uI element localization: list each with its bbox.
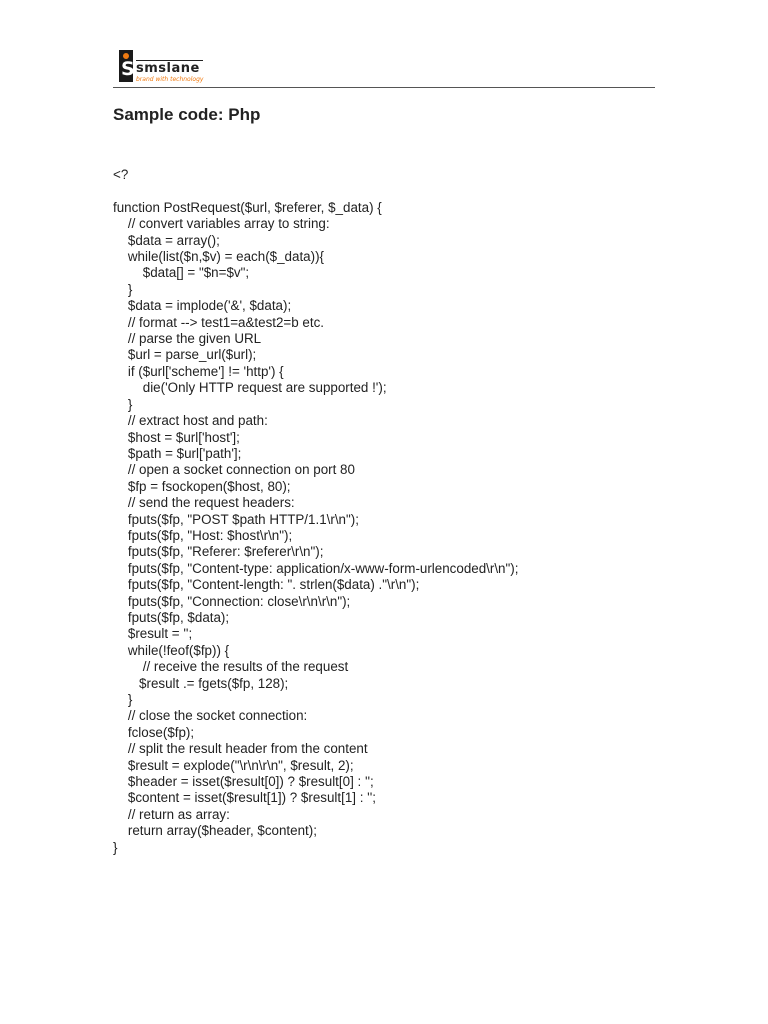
- code-line: $header = isset($result[0]) ? $result[0] : '';: [113, 774, 374, 790]
- logo-wordmark: smslane: [136, 60, 203, 76]
- code-line: // send the request headers:: [113, 495, 295, 511]
- code-line: if ($url['scheme'] != 'http') {: [113, 363, 284, 379]
- code-line: $result .= fgets($fp, 128);: [113, 675, 289, 691]
- code-line: fputs($fp, "Referer: $referer\r\n");: [113, 544, 324, 560]
- code-line: fputs($fp, $data);: [113, 609, 230, 625]
- code-line: }: [113, 396, 133, 412]
- code-line: $url = parse_url($url);: [113, 347, 257, 363]
- code-line: }: [113, 281, 133, 297]
- code-line: while(list($n,$v) = each($_data)){: [113, 249, 325, 265]
- code-line: while(!feof($fp)) {: [113, 642, 230, 658]
- code-line: // return as array:: [113, 806, 230, 822]
- logo-tagline: brand with technology: [136, 76, 204, 83]
- code-line: // open a socket connection on port 80: [113, 462, 355, 478]
- code-line: $result = explode("\r\n\r\n", $result, 2);: [113, 757, 354, 773]
- code-line: fputs($fp, "Content-length: ". strlen($data) ."\r\n");: [113, 577, 420, 593]
- smslane-logo: [119, 50, 203, 84]
- code-line: $data = array();: [113, 232, 220, 248]
- page-header: [113, 45, 655, 88]
- code-line: $host = $url['host'];: [113, 429, 240, 445]
- code-line: fclose($fp);: [113, 724, 195, 740]
- code-line: }: [113, 839, 118, 855]
- code-line: return array($header, $content);: [113, 823, 317, 839]
- code-line: $path = $url['path'];: [113, 445, 242, 461]
- code-block: [113, 167, 653, 856]
- code-line: // format --> test1=a&test2=b etc.: [113, 314, 325, 330]
- code-line: // receive the results of the request: [113, 659, 349, 675]
- code-line: $data[] = "$n=$v";: [113, 265, 250, 281]
- page-title: Sample code: Php: [113, 105, 261, 124]
- code-line: // parse the given URL: [113, 331, 262, 347]
- code-line: fputs($fp, "Content-type: application/x-www-form-urlencoded\r\n");: [113, 560, 519, 576]
- code-line: fputs($fp, "Connection: close\r\n\r\n");: [113, 593, 351, 609]
- code-line: $content = isset($result[1]) ? $result[1] : '';: [113, 790, 377, 806]
- code-line: $data = implode('&', $data);: [113, 298, 292, 314]
- code-line: fputs($fp, "Host: $host\r\n");: [113, 527, 293, 543]
- code-line: function PostRequest($url, $referer, $_data) {: [113, 199, 382, 215]
- code-line: $fp = fsockopen($host, 80);: [113, 478, 291, 494]
- code-line: $result = '';: [113, 626, 193, 642]
- logo-mark-icon: S: [119, 50, 133, 82]
- code-line: fputs($fp, "POST $path HTTP/1.1\r\n");: [113, 511, 359, 527]
- code-line: // split the result header from the content: [113, 741, 368, 757]
- code-line: }: [113, 692, 133, 707]
- code-line: die('Only HTTP request are supported !');: [113, 380, 387, 396]
- code-line: // close the socket connection:: [113, 708, 308, 724]
- code-line: <?: [113, 167, 129, 182]
- code-line: // convert variables array to string:: [113, 216, 330, 232]
- code-line: // extract host and path:: [113, 413, 268, 429]
- code-line: [113, 183, 653, 199]
